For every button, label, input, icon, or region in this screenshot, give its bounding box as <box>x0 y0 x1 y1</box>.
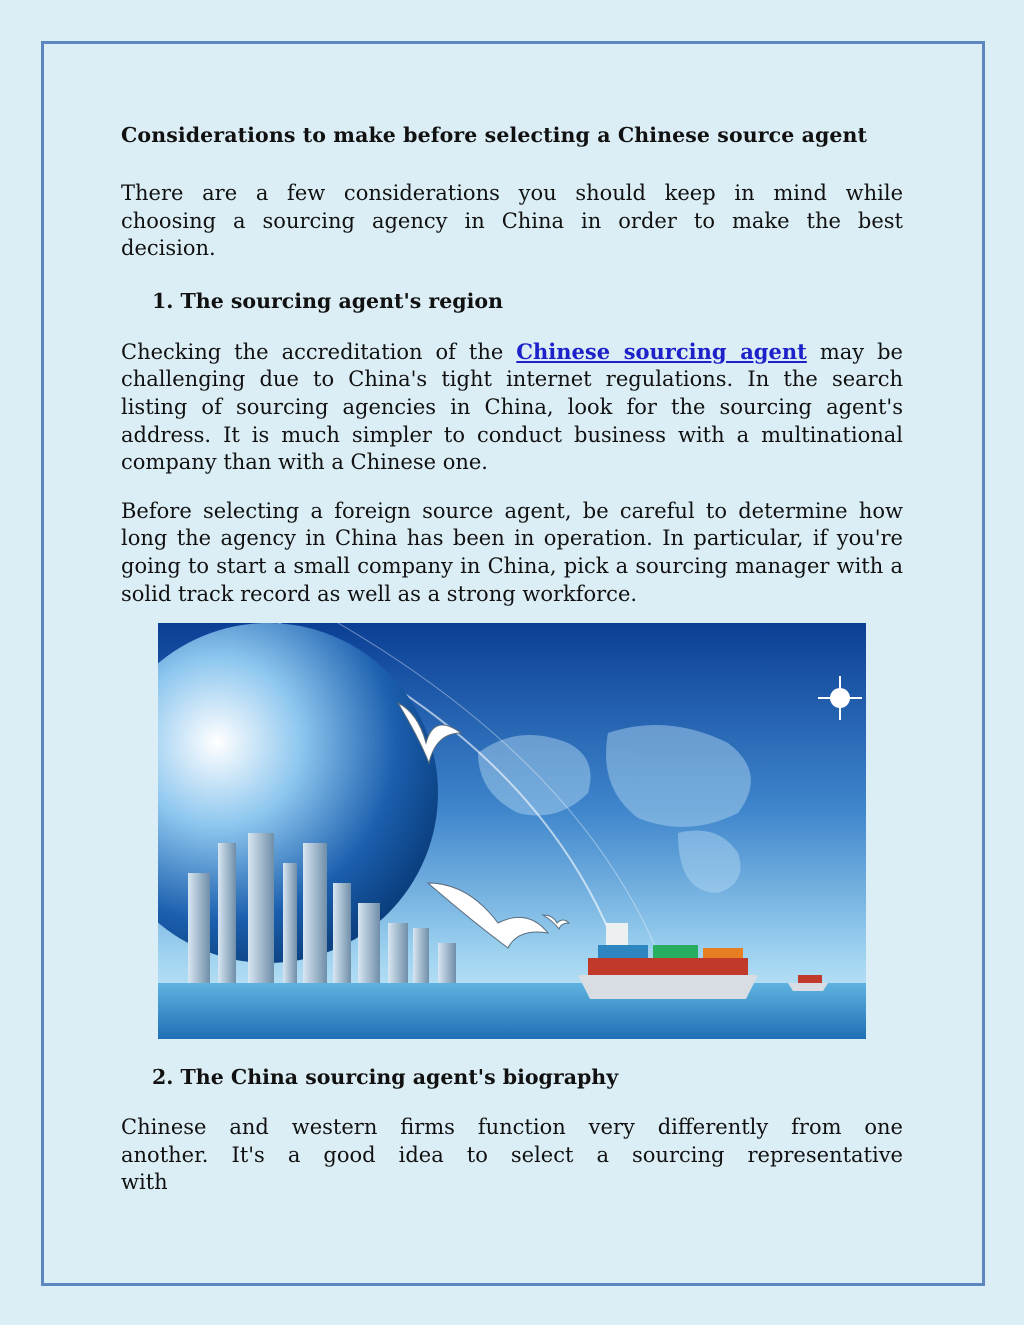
document-body <box>121 116 903 629</box>
section1-paragraph1 <box>121 338 903 477</box>
section1-p1-before: Checking the accreditation of the <box>121 339 517 364</box>
chinese-sourcing-agent-link[interactable]: Chinese sourcing agent <box>516 338 807 364</box>
section1-heading: 1. The sourcing agent's region <box>152 288 503 313</box>
section2-heading: 2. The China sourcing agent's biography <box>152 1065 619 1089</box>
section2-paragraph1: Chinese and western firms function very differently from one another. It's a good idea to select a sourcing representative with <box>121 1115 903 1195</box>
section1-paragraph2: Before selecting a foreign source agent, be careful to determine how long the agency in China has been in operation. In particular, if you're going to start a small company in China, pick a sourcing manager with a solid track record as well as a strong workforce. <box>121 498 903 606</box>
intro-paragraph: There are a few considerations you should keep in mind while choosing a sourcing agency in China in order to make the best decision. <box>121 181 903 261</box>
sea-shape <box>158 983 866 1039</box>
document-title: Considerations to make before selecting a Chinese source agent <box>121 123 868 147</box>
section2 <box>121 1060 903 1218</box>
section1-p1-after: may be challenging due to China's tight internet regulations. In the search listing of sourcing agencies in China, look for the sourcing agent's address. It is much simpler to conduct business with a multinational company than with a Chinese one. <box>121 339 903 475</box>
hero-illustration <box>158 623 866 1039</box>
hero-image <box>158 623 866 1039</box>
